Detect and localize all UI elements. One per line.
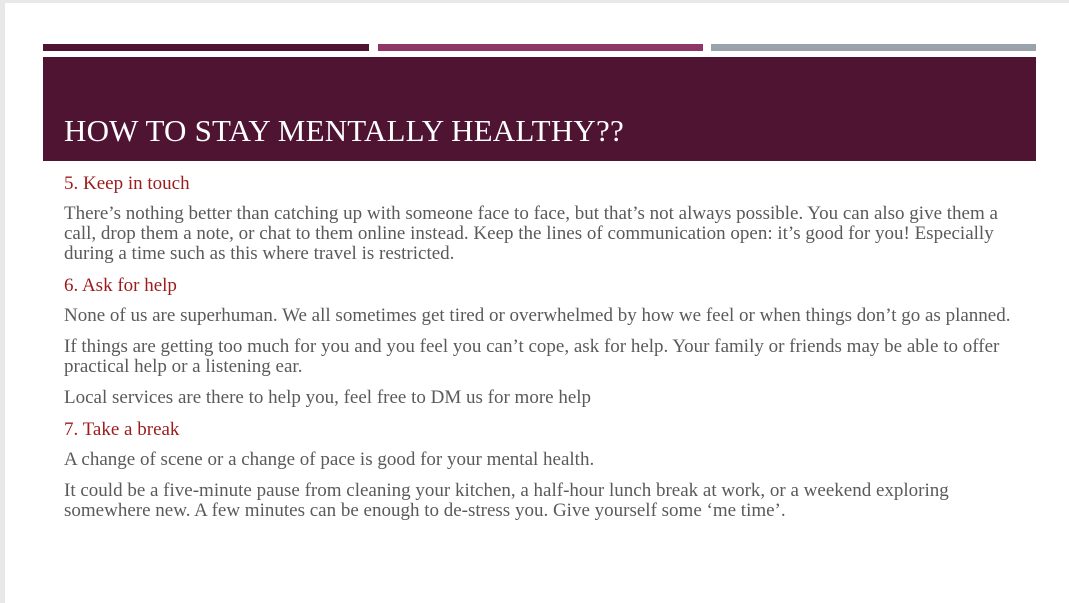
section-paragraph: There’s nothing better than catching up with someone face to face, but that’s not always possible. You can also give them a call, drop them a note, or chat to them online instead. Keep the lines of communication open: it’s good for you! Especially during a time such as this where travel is restricted. [64, 203, 998, 264]
accent-bar-mid [378, 44, 703, 51]
slide [5, 3, 1069, 603]
section-paragraph: Local services are there to help you, feel free to DM us for more help [64, 387, 592, 408]
section-paragraph: If things are getting too much for you and you feel you can’t cope, ask for help. Your family or friends may be able to offer practical help or a listening ear. [64, 336, 1000, 377]
section-paragraph: A change of scene or a change of pace is good for your mental health. [64, 449, 595, 470]
section-paragraph: It could be a five-minute pause from cleaning your kitchen, a half-hour lunch break at work, or a weekend exploring somewhere new. A few minutes can be enough to de-stress you. Give yourself some ‘me time’. [64, 480, 949, 521]
section-heading: 5. Keep in touch [64, 173, 190, 194]
slide-body [64, 173, 1019, 532]
section-paragraph: None of us are superhuman. We all sometimes get tired or overwhelmed by how we feel or when things don’t go as planned. [64, 305, 1011, 326]
accent-bar-gray [711, 44, 1036, 51]
slide-title: HOW TO STAY MENTALLY HEALTHY?? [64, 113, 624, 148]
title-band [43, 57, 1036, 161]
section-heading: 6. Ask for help [64, 275, 177, 296]
accent-bar-dark [43, 44, 369, 51]
section-heading: 7. Take a break [64, 419, 180, 440]
